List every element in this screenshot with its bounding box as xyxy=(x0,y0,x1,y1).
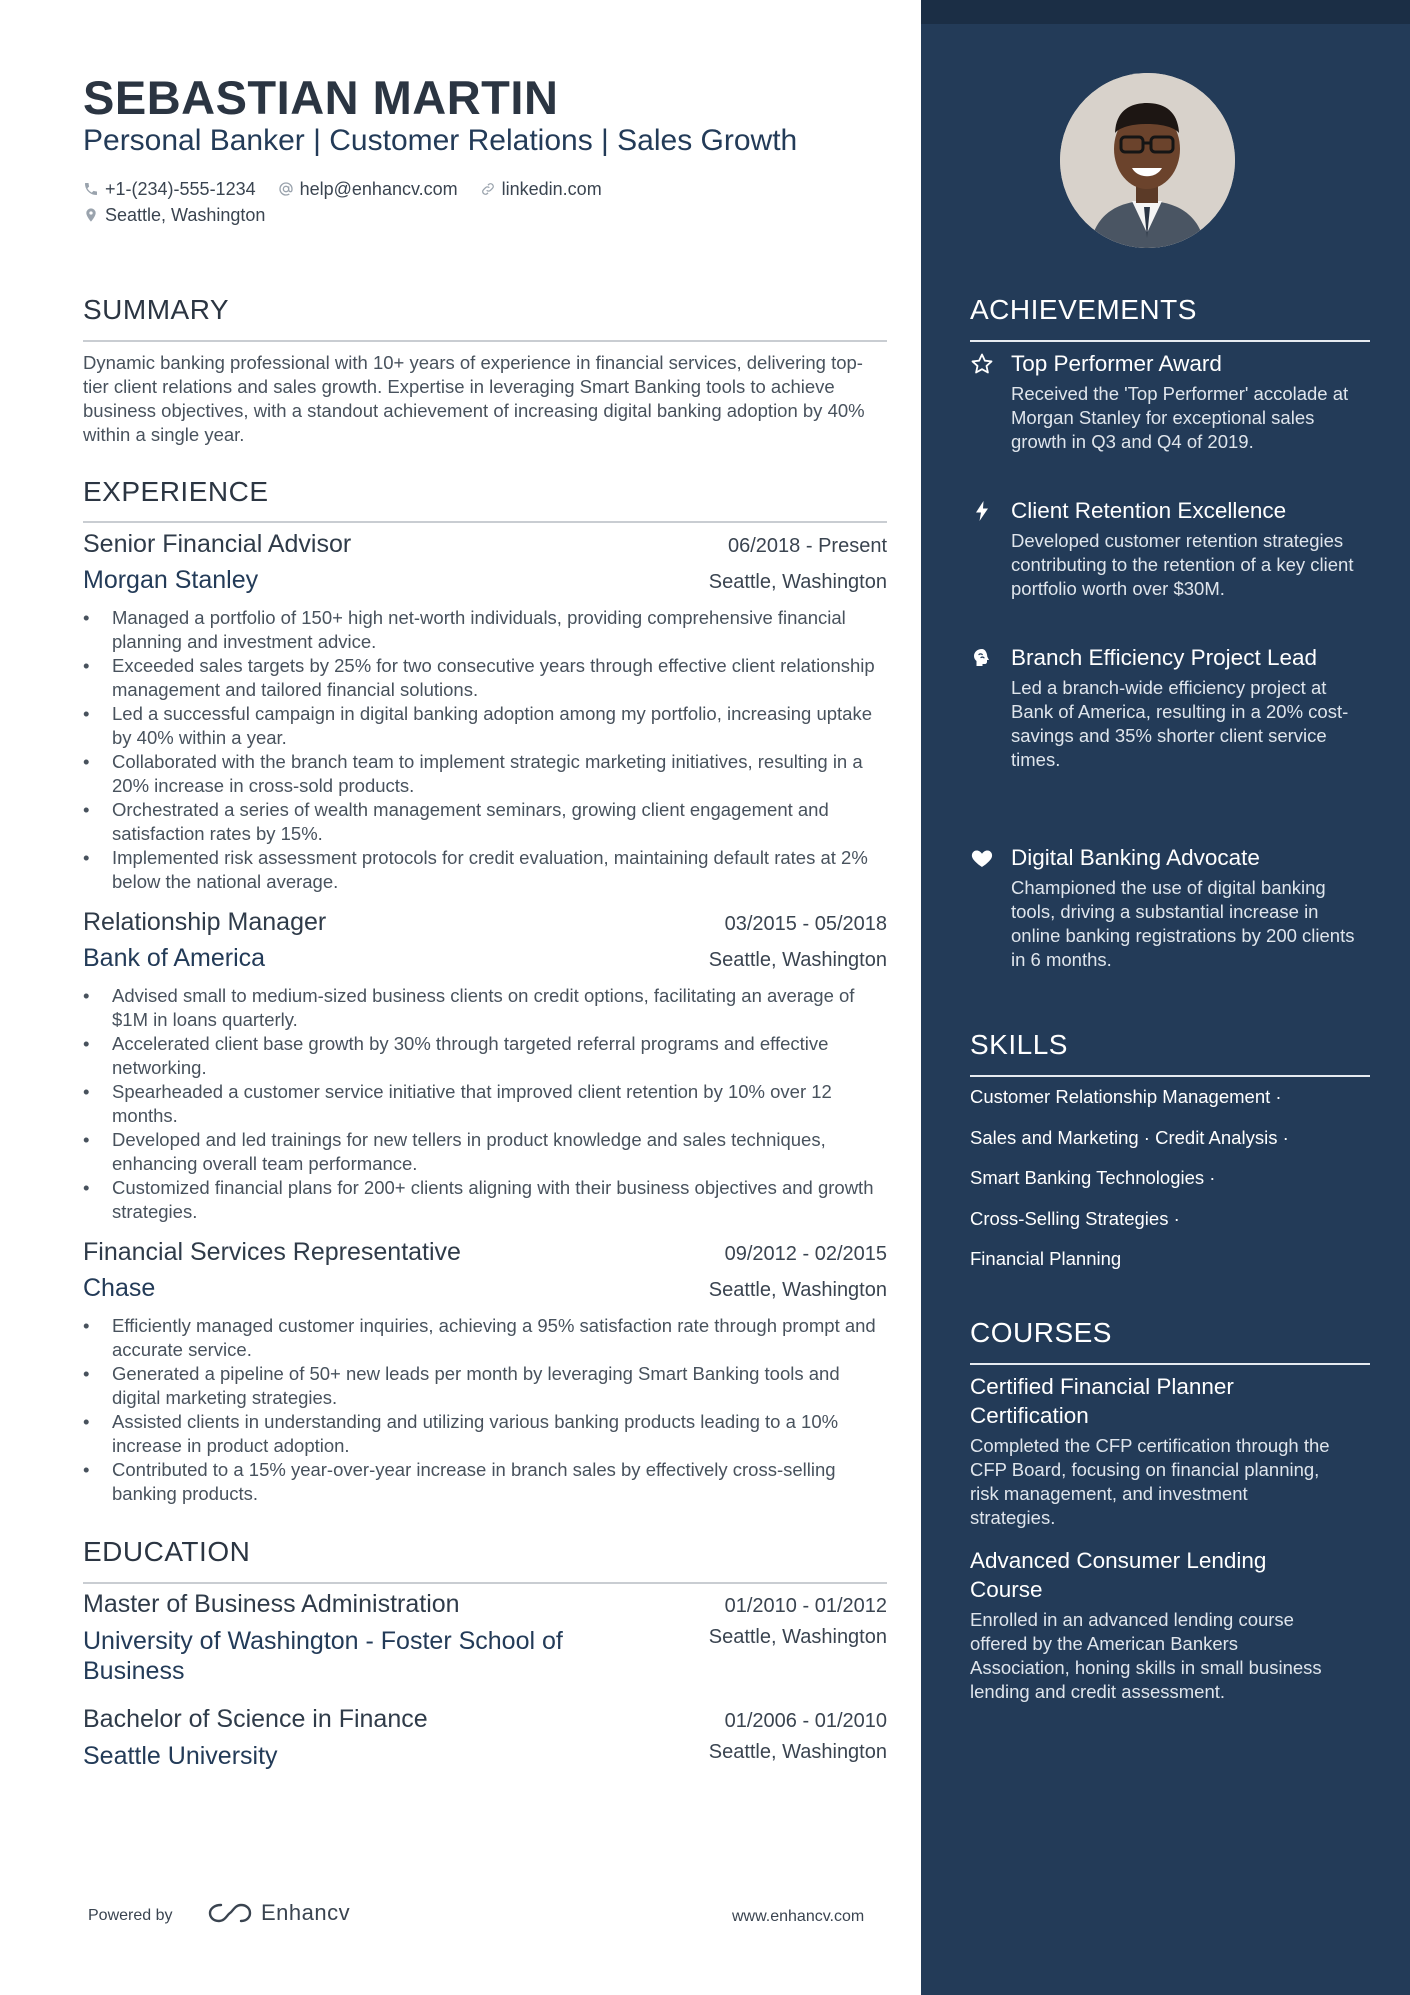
education-entry xyxy=(83,1590,887,1686)
bullet-item: • Efficiently managed customer inquiries, achieving a 95% satisfaction rate through prompt and accurate service. xyxy=(83,1314,887,1362)
link-icon xyxy=(480,181,496,197)
achievement-title: Branch Efficiency Project Lead xyxy=(1011,645,1318,670)
bullet-item: • Orchestrated a series of wealth management seminars, growing client engagement and satisfaction rates by 15%. xyxy=(83,798,887,846)
skill-line: Cross-Selling Strategies · xyxy=(970,1208,1180,1229)
phone-contact xyxy=(83,179,256,200)
star-icon xyxy=(970,352,994,376)
course-description: Completed the CFP certification through the CFP Board, focusing on financial planning, risk management, and investment strategies. xyxy=(970,1435,1330,1528)
school-name: Seattle University xyxy=(83,1742,278,1770)
skill-line: Smart Banking Technologies · xyxy=(970,1167,1216,1188)
achievement-description: Led a branch-wide efficiency project at Bank of America, resulting in a 20% cost-savings and 35% shorter client service times. xyxy=(1011,677,1349,770)
footer-url[interactable]: www.enhancv.com xyxy=(732,1908,865,1925)
candidate-name: SEBASTIAN MARTIN xyxy=(83,71,559,124)
contact-info xyxy=(83,176,624,228)
bullet-item: • Advised small to medium-sized business clients on credit options, facilitating an average of $1M in loans quarterly. xyxy=(83,984,887,1032)
job-title: Financial Services Representative xyxy=(83,1238,461,1266)
school-name: University of Washington - Foster School of Business xyxy=(83,1627,563,1685)
job-title: Relationship Manager xyxy=(83,908,327,936)
education-location: Seattle, Washington xyxy=(708,1626,887,1648)
achievement-description: Developed customer retention strategies contributing to the retention of a key client portfolio worth over $30M. xyxy=(1011,530,1354,599)
achievement-title: Top Performer Award xyxy=(1011,351,1222,376)
job-bullets xyxy=(83,984,887,1224)
education-date: 01/2006 - 01/2010 xyxy=(724,1710,887,1732)
bullet-item: • Assisted clients in understanding and utilizing various banking products leading to a 10% increase in product adoption. xyxy=(83,1410,887,1458)
education-entry xyxy=(83,1705,887,1771)
courses-heading: COURSES xyxy=(970,1317,1112,1348)
bullet-item: • Exceeded sales targets by 25% for two consecutive years through effective client relationship management and tailored financial solutions. xyxy=(83,654,887,702)
achievement-item xyxy=(970,843,1370,972)
bullet-item: • Accelerated client base growth by 30% through targeted referral programs and effective networking. xyxy=(83,1032,887,1080)
achievement-description: Received the 'Top Performer' accolade at Morgan Stanley for exceptional sales growth in Q3 and Q4 of 2019. xyxy=(1011,383,1349,452)
job-entry xyxy=(83,530,887,894)
powered-by-label: Powered by xyxy=(88,1907,173,1924)
bullet-item: • Implemented risk assessment protocols for credit evaluation, maintaining default rates at 2% below the national average. xyxy=(83,846,887,894)
location-text: Seattle, Washington xyxy=(105,204,266,225)
summary-text: Dynamic banking professional with 10+ years of experience in financial services, delivering top-tier client relations and sales growth. Expertise in leveraging Smart Banking tools to achieve business objectives, with a standout achievement of increasing digital banking adoption by 40% within a single year. xyxy=(83,352,865,445)
education-location: Seattle, Washington xyxy=(708,1741,887,1763)
email-contact[interactable] xyxy=(278,179,458,200)
education-heading: EDUCATION xyxy=(83,1536,251,1567)
bullet-item: • Led a successful campaign in digital banking adoption among my portfolio, increasing uptake by 40% within a year. xyxy=(83,702,887,750)
job-entry xyxy=(83,908,887,1224)
experience-heading: EXPERIENCE xyxy=(83,476,269,507)
sidebar-top-bar xyxy=(921,0,1410,24)
skill-line: Sales and Marketing · Credit Analysis · xyxy=(970,1127,1289,1148)
achievement-item xyxy=(970,496,1370,601)
linkedin-link[interactable]: linkedin.com xyxy=(501,178,602,199)
bullet-item: • Customized financial plans for 200+ clients aligning with their business objectives and growth strategies. xyxy=(83,1176,887,1224)
enhancv-logo[interactable] xyxy=(207,1900,350,1926)
phone-number: +1-(234)-555-1234 xyxy=(105,178,256,199)
job-bullets xyxy=(83,1314,887,1506)
job-location: Seattle, Washington xyxy=(708,949,887,971)
job-date: 03/2015 - 05/2018 xyxy=(724,913,887,935)
company-name: Bank of America xyxy=(83,944,266,972)
summary-heading: SUMMARY xyxy=(83,294,230,325)
achievement-title: Client Retention Excellence xyxy=(1011,498,1287,523)
bullet-item: • Managed a portfolio of 150+ high net-worth individuals, providing comprehensive financial planning and investment advice. xyxy=(83,606,887,654)
email-address[interactable]: help@enhancv.com xyxy=(299,178,458,199)
bullet-item: • Contributed to a 15% year-over-year increase in branch sales by effectively cross-selling banking products. xyxy=(83,1458,887,1506)
achievement-title: Digital Banking Advocate xyxy=(1011,845,1260,870)
education-date: 01/2010 - 01/2012 xyxy=(724,1595,887,1617)
degree-name: Master of Business Administration xyxy=(83,1590,460,1618)
job-bullets xyxy=(83,606,887,894)
bullet-item: • Generated a pipeline of 50+ new leads per month by leveraging Smart Banking tools and digital marketing strategies. xyxy=(83,1362,887,1410)
job-date: 06/2018 - Present xyxy=(728,535,887,557)
company-name: Morgan Stanley xyxy=(83,566,259,594)
experience-divider xyxy=(83,521,887,523)
sidebar xyxy=(921,0,1410,1995)
job-title: Senior Financial Advisor xyxy=(83,530,352,558)
skill-line: Financial Planning xyxy=(970,1248,1122,1269)
enhancv-logo-icon xyxy=(207,1901,253,1925)
company-name: Chase xyxy=(83,1274,156,1302)
profile-photo xyxy=(1060,73,1235,248)
location-pin-icon xyxy=(83,207,99,223)
achievements-divider xyxy=(970,340,1370,342)
bullet-item: • Developed and led trainings for new tellers in product knowledge and sales techniques, enhancing overall team performance. xyxy=(83,1128,887,1176)
job-date: 09/2012 - 02/2015 xyxy=(724,1243,887,1265)
phone-icon xyxy=(83,181,99,197)
heart-icon xyxy=(970,846,994,870)
job-entry xyxy=(83,1238,887,1506)
bullet-item: • Collaborated with the branch team to implement strategic marketing initiatives, resulting in a 20% increase in cross-sold products. xyxy=(83,750,887,798)
headline: Personal Banker | Customer Relations | Sales Growth xyxy=(83,124,798,157)
skill-line: Customer Relationship Management · xyxy=(970,1086,1282,1107)
brain-icon xyxy=(970,646,994,670)
job-location: Seattle, Washington xyxy=(708,1279,887,1301)
course-item xyxy=(970,1372,1330,1530)
enhancv-brand: Enhancv xyxy=(261,1900,351,1925)
summary-divider xyxy=(83,340,887,342)
course-item xyxy=(970,1546,1330,1704)
linkedin-contact[interactable] xyxy=(480,179,602,200)
education-divider xyxy=(83,1582,887,1584)
degree-name: Bachelor of Science in Finance xyxy=(83,1705,428,1733)
skills-divider xyxy=(970,1075,1370,1077)
achievements-heading: ACHIEVEMENTS xyxy=(970,294,1197,325)
at-icon xyxy=(278,181,294,197)
bullet-item: • Spearheaded a customer service initiative that improved client retention by 10% over 12 months. xyxy=(83,1080,887,1128)
achievement-item xyxy=(970,643,1370,772)
course-description: Enrolled in an advanced lending course offered by the American Bankers Association, honing skills in small business lending and credit assessment. xyxy=(970,1609,1322,1702)
profile-photo-illustration xyxy=(1060,73,1235,248)
course-title: Certified Financial Planner Certification xyxy=(970,1374,1234,1428)
skills-heading: SKILLS xyxy=(970,1029,1068,1060)
bolt-icon xyxy=(970,499,994,523)
courses-divider xyxy=(970,1363,1370,1365)
location-contact xyxy=(83,205,265,226)
achievement-item xyxy=(970,349,1370,454)
achievement-description: Championed the use of digital banking tools, driving a substantial increase in online banking registrations by 200 clients in 6 months. xyxy=(1011,877,1355,970)
job-location: Seattle, Washington xyxy=(708,571,887,593)
course-title: Advanced Consumer Lending Course xyxy=(970,1548,1267,1602)
